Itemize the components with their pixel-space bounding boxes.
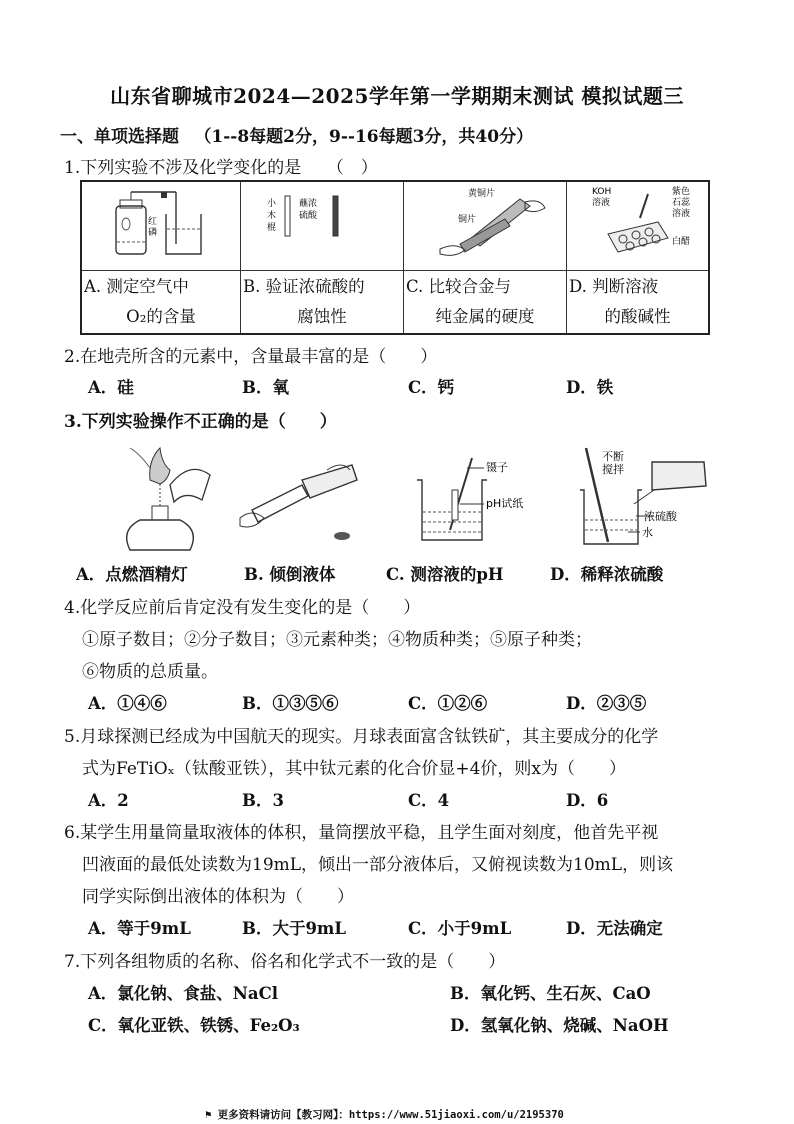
q3d-label-1: 不断 (602, 450, 624, 463)
alcohol-lamp-icon (110, 440, 220, 555)
q1-figure-d (567, 181, 710, 271)
page-title: 山东省聊城市2024—2025学年第一学期期末测试 模拟试题三 (110, 84, 684, 108)
q3-option-c[interactable]: C. 测溶液的pH (386, 565, 504, 584)
q1-option-d[interactable] (567, 271, 710, 335)
q4-option-a[interactable]: A．①④⑥ (88, 694, 167, 713)
q4-option-d[interactable]: D．②③⑤ (566, 694, 647, 713)
q1d-label-purple: 紫色 (671, 187, 690, 197)
q1-option-b[interactable] (241, 271, 404, 335)
q1b-label-3: 棍 (267, 223, 277, 233)
section-heading (60, 122, 533, 147)
q3-option-d[interactable]: D．稀释浓硫酸 (550, 565, 664, 584)
flag-icon: ⚑ (205, 1109, 218, 1121)
q6-stem: 6.某学生用量筒量取液体的体积，量筒摆放平稳，且学生面对刻度，他首先平视 (64, 823, 659, 843)
section-note: （1--8每题2分，9--16每题3分，共40分） (194, 127, 534, 147)
q7-option-d[interactable]: D．氢氧化钠、烧碱、NaOH (450, 1016, 669, 1035)
q1b-label-4: 蘸浓 (299, 199, 318, 209)
q2-option-c[interactable]: C．钙 (408, 378, 455, 397)
q1a-label-red: 红 (148, 217, 158, 227)
q1-option-d-line1: D. 判断溶液 (569, 277, 659, 296)
q4-option-c[interactable]: C．①②⑥ (408, 694, 488, 713)
q5-option-c[interactable]: C．4 (408, 791, 450, 810)
q7-stem: 7.下列各组物质的名称、俗名和化学式不一致的是（ ） (64, 952, 506, 972)
q3d-label-2: 搅拌 (602, 463, 624, 476)
q6-option-c[interactable]: C．小于9mL (408, 919, 512, 938)
q1d-label-litmus: 石蕊 (671, 198, 690, 208)
q4-option-b[interactable]: B．①③⑤⑥ (242, 694, 339, 713)
q6-line3: 同学实际倒出液体的体积为（ ） (82, 887, 354, 907)
q3-stem: 3.下列实验操作不正确的是（ ） (64, 412, 337, 432)
q1c-label-brass: 黄铜片 (468, 189, 496, 199)
q1-option-c-line2: 纯金属的硬度 (435, 307, 535, 326)
q1b-label-5: 硫酸 (299, 211, 318, 221)
q1d-label-sol2: 溶液 (671, 209, 690, 219)
pouring-liquid-icon (232, 440, 362, 545)
footer (205, 1107, 564, 1122)
q5-option-a[interactable]: A．2 (88, 791, 129, 810)
q1d-label-koh: KOH (591, 187, 611, 197)
q1-figure-b (241, 181, 404, 271)
q6-line2: 凹液面的最低处读数为19mL，倾出一部分液体后，又俯视读数为10mL，则该 (82, 855, 674, 875)
q2-option-d[interactable]: D．铁 (566, 378, 614, 397)
red-phosphorus-apparatus-icon (86, 184, 236, 264)
q1-option-b-line2: 腐蚀性 (297, 307, 347, 326)
q7-option-a[interactable]: A．氯化钠、食盐、NaCl (88, 984, 278, 1003)
q1d-label-vinegar: 白醋 (671, 237, 690, 247)
q1-option-a-line1: A. 测定空气中 (84, 277, 189, 296)
q1-option-c[interactable] (404, 271, 567, 335)
q6-option-b[interactable]: B．大于9mL (242, 919, 346, 938)
q3c-label-ph-paper: pH试纸 (486, 497, 524, 510)
q2-option-b[interactable]: B．氧 (242, 378, 289, 397)
q2-option-a[interactable]: A．硅 (88, 378, 134, 397)
ph-test-beaker-icon (412, 440, 537, 545)
dilute-acid-beaker-icon (574, 440, 714, 548)
q1b-label-2: 木 (267, 211, 277, 221)
q6-option-d[interactable]: D．无法确定 (566, 919, 663, 938)
q1-stem: 1.下列实验不涉及化学变化的是 （ ） (64, 158, 378, 178)
q3-option-a[interactable]: A．点燃酒精灯 (76, 565, 188, 584)
q6-option-a[interactable]: A．等于9mL (88, 919, 191, 938)
q1-option-d-line2: 的酸碱性 (604, 307, 671, 326)
q1-option-a-line2: O₂的含量 (126, 307, 196, 326)
q5-option-d[interactable]: D．6 (566, 791, 609, 810)
q1-figure-c (404, 181, 567, 271)
q4-stem: 4.化学反应前后肯定没有发生变化的是（ ） (64, 598, 421, 618)
section-heading-text: 一、单项选择题 (60, 127, 179, 147)
q7-option-c[interactable]: C．氧化亚铁、铁锈、Fe₂O₃ (88, 1016, 300, 1035)
brass-copper-plates-icon (410, 184, 560, 264)
wooden-stick-icon (247, 184, 397, 264)
q4-line3: ⑥物质的总质量。 (82, 662, 218, 682)
q1-option-c-line1: C. 比较合金与 (406, 277, 512, 296)
q3c-label-tweezers: 镊子 (486, 461, 508, 474)
q1-option-a[interactable] (81, 271, 241, 335)
q5-line2: 式为FeTiOₓ（钛酸亚铁），其中钛元素的化合价显+4价，则x为（ ） (82, 759, 626, 779)
q5-stem: 5.月球探测已经成为中国航天的现实。月球表面富含钛铁矿，其主要成分的化学 (64, 727, 659, 747)
q1a-label-phosphorus: 磷 (148, 228, 158, 238)
q2-stem: 2.在地壳所含的元素中，含量最丰富的是（ ） (64, 347, 438, 367)
q1d-label-sol1: 溶液 (591, 198, 610, 208)
q5-option-b[interactable]: B．3 (242, 791, 284, 810)
q3d-label-4: 水 (642, 526, 653, 539)
spot-plate-icon (568, 184, 708, 264)
q1-figure-table (80, 180, 710, 335)
q1b-label-1: 小 (267, 199, 277, 209)
q7-option-b[interactable]: B．氧化钙、生石灰、CaO (450, 984, 651, 1003)
q1c-label-copper: 铜片 (458, 215, 477, 225)
q3-option-b[interactable]: B. 倾倒液体 (244, 565, 336, 584)
q1-figure-a (81, 181, 241, 271)
footer-link[interactable]: 更多资料请访问【教习网】：https://www.51jiaoxi.com/u/2195370 (217, 1109, 564, 1121)
q4-line2: ①原子数目；②分子数目；③元素种类；④物质种类；⑤原子种类； (82, 630, 592, 650)
q1-option-b-line1: B. 验证浓硫酸的 (243, 277, 365, 296)
q3d-label-3: 浓硫酸 (644, 510, 677, 523)
